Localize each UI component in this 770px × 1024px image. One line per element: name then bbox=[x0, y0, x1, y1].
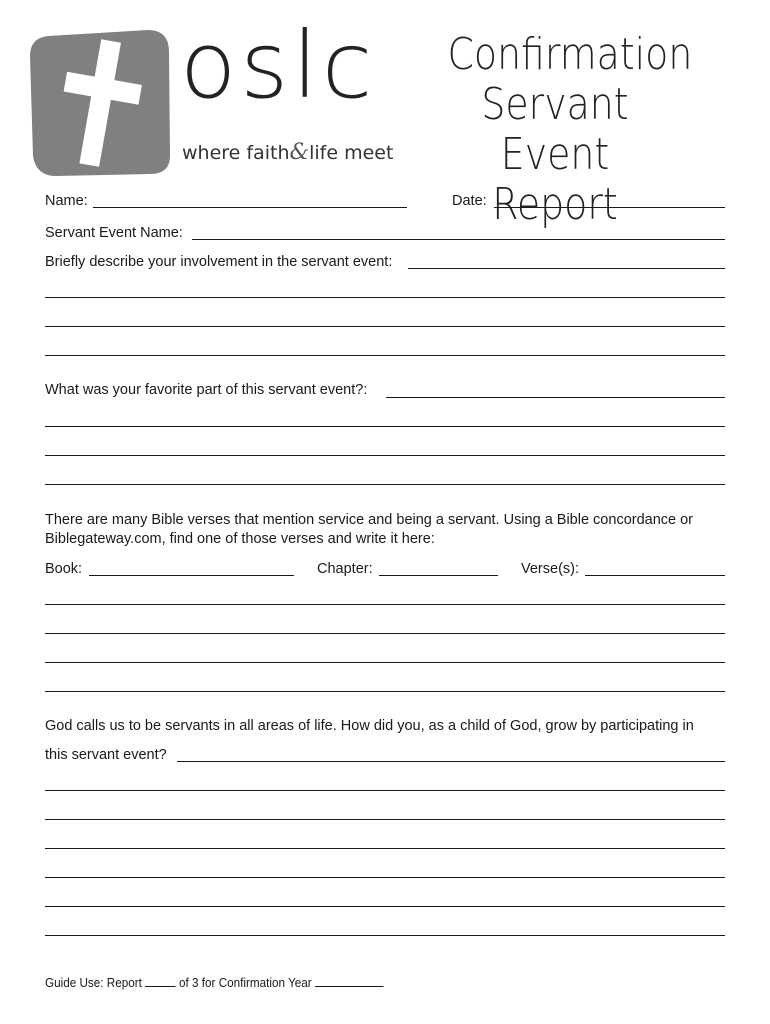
verses-field[interactable] bbox=[585, 575, 725, 576]
logo-tagline bbox=[182, 140, 393, 165]
describe-line[interactable] bbox=[45, 326, 725, 327]
chapter-label: Chapter: bbox=[317, 561, 373, 577]
guide-use-footer bbox=[45, 974, 383, 990]
describe-field[interactable] bbox=[408, 268, 725, 269]
chapter-field[interactable] bbox=[379, 575, 498, 576]
report-number-field[interactable] bbox=[145, 974, 176, 987]
footer-year-label: of 3 for Confirmation Year bbox=[179, 975, 312, 990]
tagline-start: where faith bbox=[182, 142, 290, 164]
grow-line[interactable] bbox=[45, 877, 725, 878]
title-line-2: Servant Event bbox=[481, 79, 629, 180]
grow-line[interactable] bbox=[45, 790, 725, 791]
grow-line[interactable] bbox=[45, 819, 725, 820]
book-label: Book: bbox=[45, 561, 83, 577]
footer-report-label: Guide Use: Report bbox=[45, 975, 142, 990]
grow-question-end: this servant event? bbox=[45, 747, 167, 763]
describe-line[interactable] bbox=[45, 297, 725, 298]
confirmation-year-field[interactable] bbox=[315, 974, 383, 987]
verse-line[interactable] bbox=[45, 633, 725, 634]
favorite-line[interactable] bbox=[45, 484, 725, 485]
favorite-field[interactable] bbox=[386, 397, 725, 398]
name-label: Name: bbox=[45, 193, 88, 209]
grow-question: God calls us to be servants in all areas of life. How did you, as a child of God, grow by participating in bbox=[45, 718, 694, 734]
servant-event-name-label: Servant Event Name: bbox=[45, 225, 183, 241]
verse-line[interactable] bbox=[45, 691, 725, 692]
date-field[interactable] bbox=[494, 207, 725, 208]
title-line-3: Report bbox=[492, 179, 618, 230]
describe-line[interactable] bbox=[45, 355, 725, 356]
grow-line[interactable] bbox=[45, 935, 725, 936]
logo-badge bbox=[28, 28, 172, 178]
verse-line[interactable] bbox=[45, 662, 725, 663]
favorite-line[interactable] bbox=[45, 455, 725, 456]
verse-line[interactable] bbox=[45, 604, 725, 605]
tagline-end: life meet bbox=[309, 142, 394, 164]
book-field[interactable] bbox=[89, 575, 294, 576]
grow-line[interactable] bbox=[45, 848, 725, 849]
logo-wordmark: oslc bbox=[180, 12, 377, 119]
tagline-ampersand: & bbox=[289, 140, 310, 165]
cross-icon bbox=[28, 28, 172, 178]
name-field[interactable] bbox=[93, 207, 407, 208]
favorite-label: What was your favorite part of this servant event?: bbox=[45, 382, 368, 398]
title-line-1: Confirmation bbox=[447, 29, 693, 80]
describe-label: Briefly describe your involvement in the servant event: bbox=[45, 254, 393, 270]
grow-line[interactable] bbox=[45, 906, 725, 907]
date-label: Date: bbox=[452, 193, 487, 209]
servant-event-name-field[interactable] bbox=[192, 239, 725, 240]
favorite-line[interactable] bbox=[45, 426, 725, 427]
verses-label: Verse(s): bbox=[521, 561, 580, 577]
bible-verses-instructions: There are many Bible verses that mention service and being a servant. Using a Bible concordance or Biblegateway.com, find one of those verses and write it here: bbox=[45, 512, 694, 547]
grow-field[interactable] bbox=[177, 761, 725, 762]
